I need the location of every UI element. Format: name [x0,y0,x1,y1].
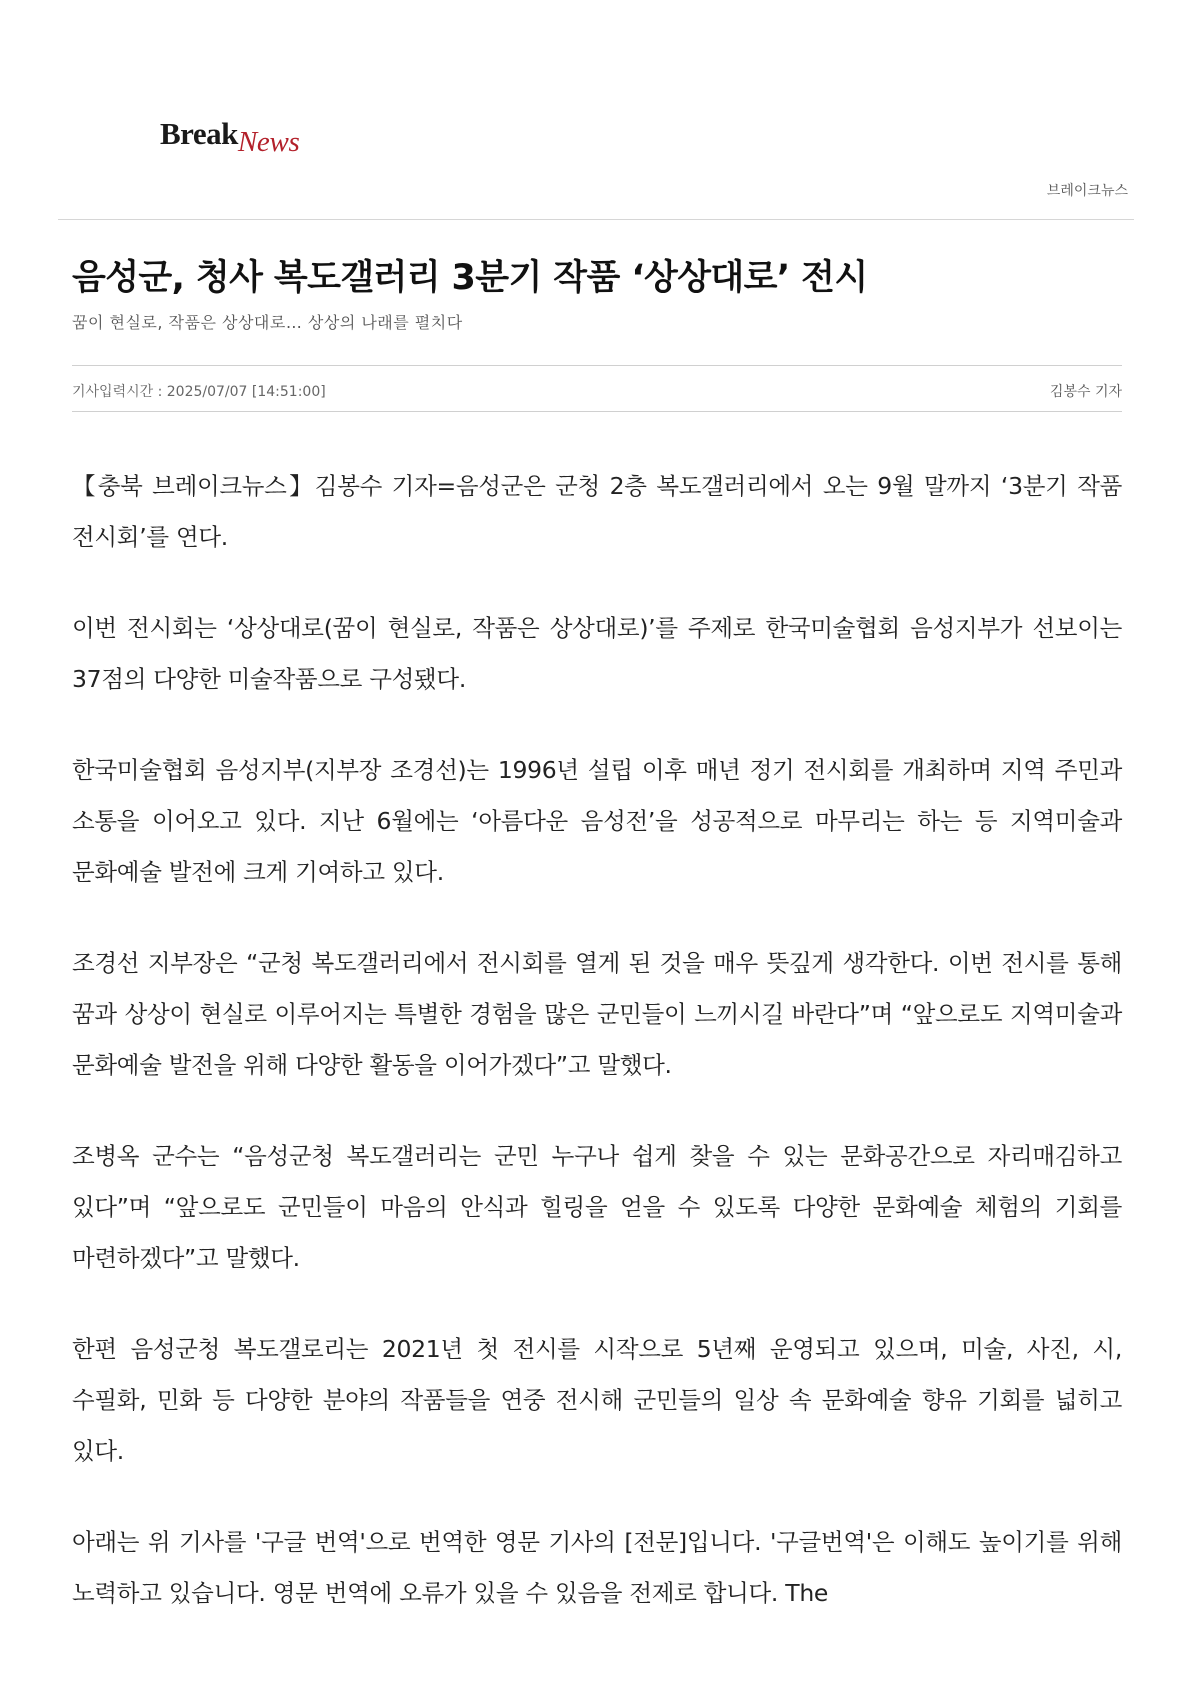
logo-break-text: Break [160,116,238,151]
body-paragraph: 조병옥 군수는 “음성군청 복도갤러리는 군민 누구나 쉽게 찾을 수 있는 문화공간으로 자리매김하고 있다”며 “앞으로도 군민들이 마음의 안식과 힐링을 얻을 수 있도록 다양한 문화예술 체험의 기회를 마련하겠다”고 말했다. [72,1142,1122,1272]
meta-divider-top [72,365,1122,366]
site-name-label: 브레이크뉴스 [1046,183,1128,199]
site-logo[interactable] [160,116,300,160]
article-title: 음성군, 청사 복도갤러리 3분기 작품 ‘상상대로’ 전시 [72,258,868,298]
header-divider [58,219,1134,220]
logo-news-text: News [237,126,300,158]
body-paragraph: 아래는 위 기사를 '구글 번역'으로 번역한 영문 기사의 [전문]입니다. '구글번역'은 이해도 높이기를 위해 노력하고 있습니다. 영문 번역에 오류가 있을 수 있음을 전제로 합니다. The [72,1528,1122,1607]
article-body [72,461,1122,1659]
body-paragraph: 한편 음성군청 복도갤로리는 2021년 첫 전시를 시작으로 5년째 운영되고 있으며, 미술, 사진, 시, 수필화, 민화 등 다양한 분야의 작품들을 연중 전시해 군민들의 일상 속 문화예술 향유 기회를 넓히고 있다. [72,1335,1122,1465]
meta-divider-bottom [72,411,1122,412]
body-paragraph: 한국미술협회 음성지부(지부장 조경선)는 1996년 설립 이후 매년 정기 전시회를 개최하며 지역 주민과 소통을 이어오고 있다. 지난 6월에는 ‘아름다운 음성전’을 성공적으로 마무리는 하는 등 지역미술과 문화예술 발전에 크게 기여하고 있다. [72,756,1122,886]
body-paragraph: 이번 전시회는 ‘상상대로(꿈이 현실로, 작품은 상상대로)’를 주제로 한국미술협회 음성지부가 선보이는 37점의 다양한 미술작품으로 구성됐다. [72,614,1122,693]
published-datetime: 기사입력시간 : 2025/07/07 [14:51:00] [72,384,326,400]
body-paragraph: 【충북 브레이크뉴스】김봉수 기자=음성군은 군청 2층 복도갤러리에서 오는 9월 말까지 ‘3분기 작품 전시회’를 연다. [72,472,1122,551]
article-subtitle: 꿈이 현실로, 작품은 상상대로… 상상의 나래를 펼치다 [72,313,463,332]
body-paragraph: 조경선 지부장은 “군청 복도갤러리에서 전시회를 열게 된 것을 매우 뜻깊게 생각한다. 이번 전시를 통해 꿈과 상상이 현실로 이루어지는 특별한 경험을 많은 군민들이 느끼시길 바란다”며 “앞으로도 지역미술과 문화예술 발전을 위해 다양한 활동을 이어가겠다”고 말했다. [72,949,1122,1079]
author-byline: 김봉수 기자 [1049,384,1122,400]
